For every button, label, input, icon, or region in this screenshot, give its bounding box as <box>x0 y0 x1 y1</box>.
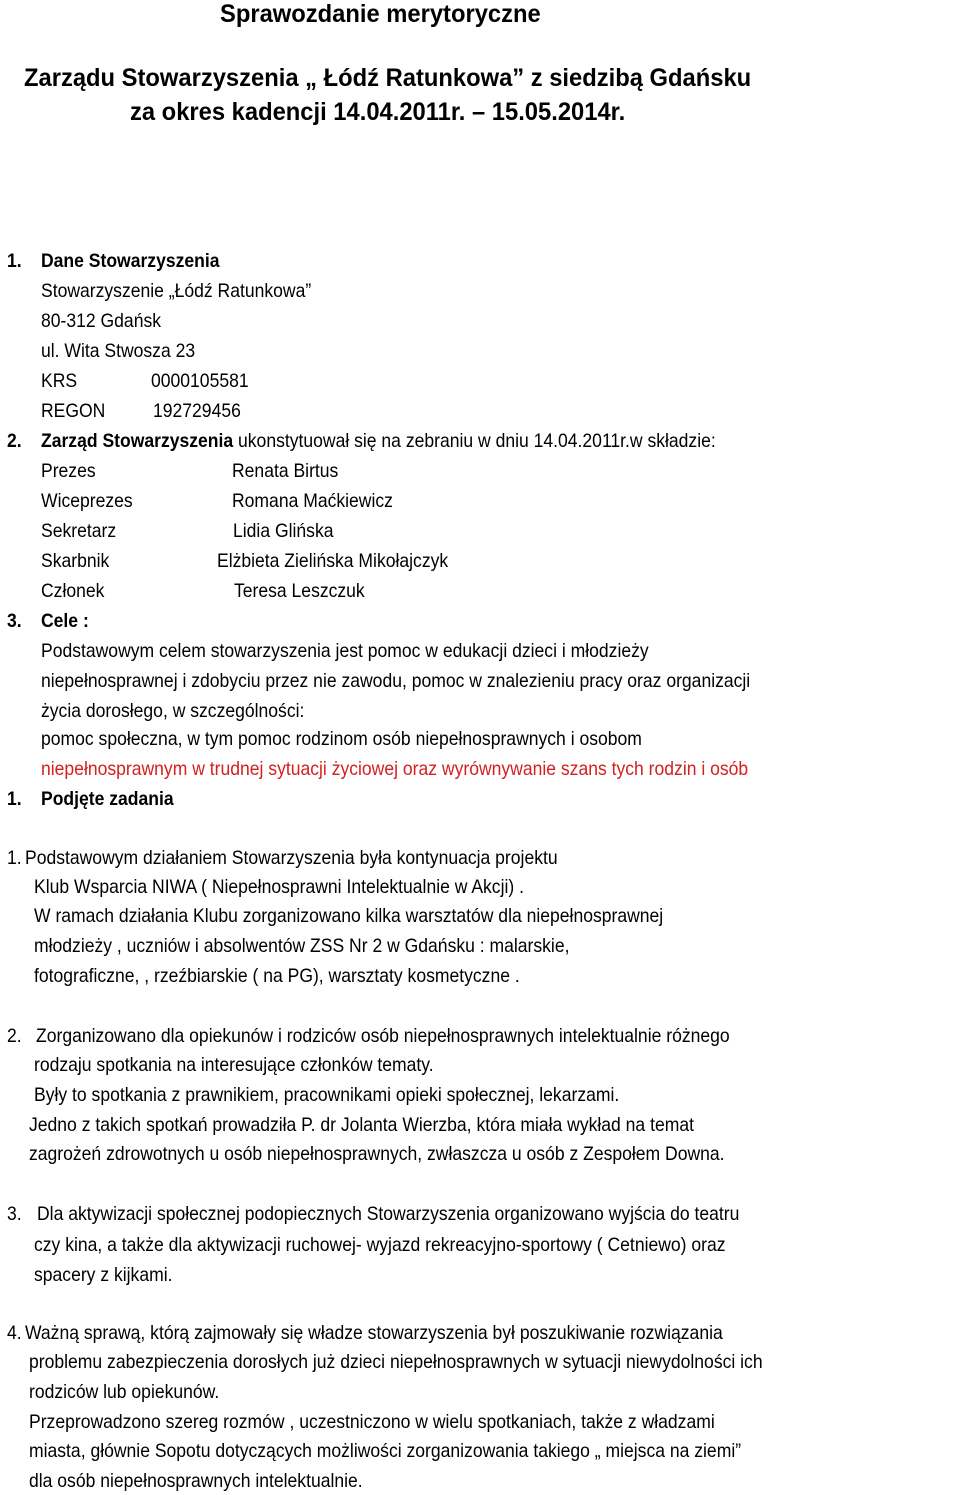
document-subtitle: Zarządu Stowarzyszenia „ Łódź Ratunkowa” z siedzibą Gdańsku <box>24 64 752 92</box>
association-name: Stowarzyszenie „Łódź Ratunkowa” <box>41 280 312 302</box>
goals-line: życia dorosłego, w szczególności: <box>41 700 305 722</box>
board-role-treasurer: Skarbnik <box>41 550 110 572</box>
section-3-heading: Cele : <box>41 610 89 632</box>
task-4-line: miasta, głównie Sopotu dotyczących możliwości zorganizowania takiego „ miejsca na ziemi” <box>29 1440 742 1462</box>
task-4-line: rodziców lub opiekunów. <box>29 1381 220 1403</box>
section-1-number: 1. <box>7 250 22 272</box>
board-name-president: Renata Birtus <box>232 460 339 482</box>
board-name-member: Teresa Leszczuk <box>234 580 365 602</box>
section-1-heading: Dane Stowarzyszenia <box>41 250 220 272</box>
board-name-secretary: Lidia Glińska <box>233 520 334 542</box>
task-1-line: Klub Wsparcia NIWA ( Niepełnosprawni Intelektualnie w Akcji) . <box>34 876 524 898</box>
section-2-heading-line <box>41 429 716 453</box>
board-role-member: Członek <box>41 580 105 602</box>
regon-value: 192729456 <box>153 400 241 422</box>
task-3-line: spacery z kijkami. <box>34 1264 173 1286</box>
task-2-text: Zorganizowano dla opiekunów i rodziców osób niepełnosprawnych intelektualnie różnego <box>36 1025 730 1047</box>
task-3-line: czy kina, a także dla aktywizacji ruchowej- wyjazd rekreacyjno-sportowy ( Cetniewo) oraz <box>34 1234 726 1256</box>
task-2-number: 2. <box>7 1025 22 1047</box>
krs-value: 0000105581 <box>151 370 249 392</box>
section-2-heading: Zarząd Stowarzyszenia <box>41 430 234 452</box>
task-4-text: Ważną sprawą, którą zajmowały się władze stowarzyszenia był poszukiwanie rozwiązania <box>25 1322 723 1344</box>
task-3-number: 3. <box>7 1203 22 1225</box>
task-2-line: zagrożeń zdrowotnych u osób niepełnosprawnych, zwłaszcza u osób z Zespołem Downa. <box>29 1143 725 1165</box>
board-role-president: Prezes <box>41 460 96 482</box>
task-1-line: fotograficzne, , rzeźbiarskie ( na PG), warsztaty kosmetyczne . <box>34 965 520 987</box>
section-3-number: 3. <box>7 610 22 632</box>
task-2-line: rodzaju spotkania na interesujące członków tematy. <box>34 1054 434 1076</box>
task-4-number: 4. <box>7 1322 22 1344</box>
task-1-text: Podstawowym działaniem Stowarzyszenia była kontynuacja projektu <box>25 847 558 869</box>
section-tasks-number: 1. <box>7 788 22 810</box>
section-2-number: 2. <box>7 430 22 452</box>
goals-line: Podstawowym celem stowarzyszenia jest pomoc w edukacji dzieci i młodzieży <box>41 640 649 662</box>
krs-label: KRS <box>41 370 78 392</box>
task-3-text: Dla aktywizacji społecznej podopiecznych Stowarzyszenia organizowano wyjścia do teatru <box>37 1203 740 1225</box>
board-name-vice-president: Romana Maćkiewicz <box>232 490 393 512</box>
task-2-line: Jedno z takich spotkań prowadziła P. dr Jolanta Wierzba, która miała wykład na temat <box>29 1114 694 1136</box>
section-2-heading-rest: ukonstytuował się na zebraniu w dniu 14.04.2011r.w składzie: <box>233 430 716 452</box>
association-street: ul. Wita Stwosza 23 <box>41 340 196 362</box>
section-tasks-heading: Podjęte zadania <box>41 788 174 810</box>
board-name-treasurer: Elżbieta Zielińska Mikołajczyk <box>217 550 449 572</box>
task-4-line: problemu zabezpieczenia dorosłych już dzieci niepełnosprawnych w sytuacji niewydolności ich <box>29 1351 763 1373</box>
document-period: za okres kadencji 14.04.2011r. – 15.05.2014r. <box>130 98 626 126</box>
regon-label: REGON <box>41 400 106 422</box>
task-1-number: 1. <box>7 847 22 869</box>
goals-line: pomoc społeczna, w tym pomoc rodzinom osób niepełnosprawnych i osobom <box>41 728 642 750</box>
board-role-vice-president: Wiceprezes <box>41 490 133 512</box>
task-1-line: młodzieży , uczniów i absolwentów ZSS Nr 2 w Gdańsku : malarskie, <box>34 935 570 957</box>
board-role-secretary: Sekretarz <box>41 520 117 542</box>
document-title: Sprawozdanie merytoryczne <box>220 0 541 28</box>
task-4-line: Przeprowadzono szereg rozmów , uczestniczono w wielu spotkaniach, także z władzami <box>29 1411 715 1433</box>
goals-line: niepełnosprawnej i zdobyciu przez nie zawodu, pomoc w znalezieniu pracy oraz organizacji <box>41 670 751 692</box>
task-4-line: dla osób niepełnosprawnych intelektualnie. <box>29 1470 363 1492</box>
association-city: 80-312 Gdańsk <box>41 310 162 332</box>
goals-line-highlighted: niepełnosprawnym w trudnej sytuacji życiowej oraz wyrównywanie szans tych rodzin i osób <box>41 758 749 780</box>
task-2-line: Były to spotkania z prawnikiem, pracownikami opieki społecznej, lekarzami. <box>34 1084 620 1106</box>
task-1-line: W ramach działania Klubu zorganizowano kilka warsztatów dla niepełnosprawnej <box>34 905 664 927</box>
